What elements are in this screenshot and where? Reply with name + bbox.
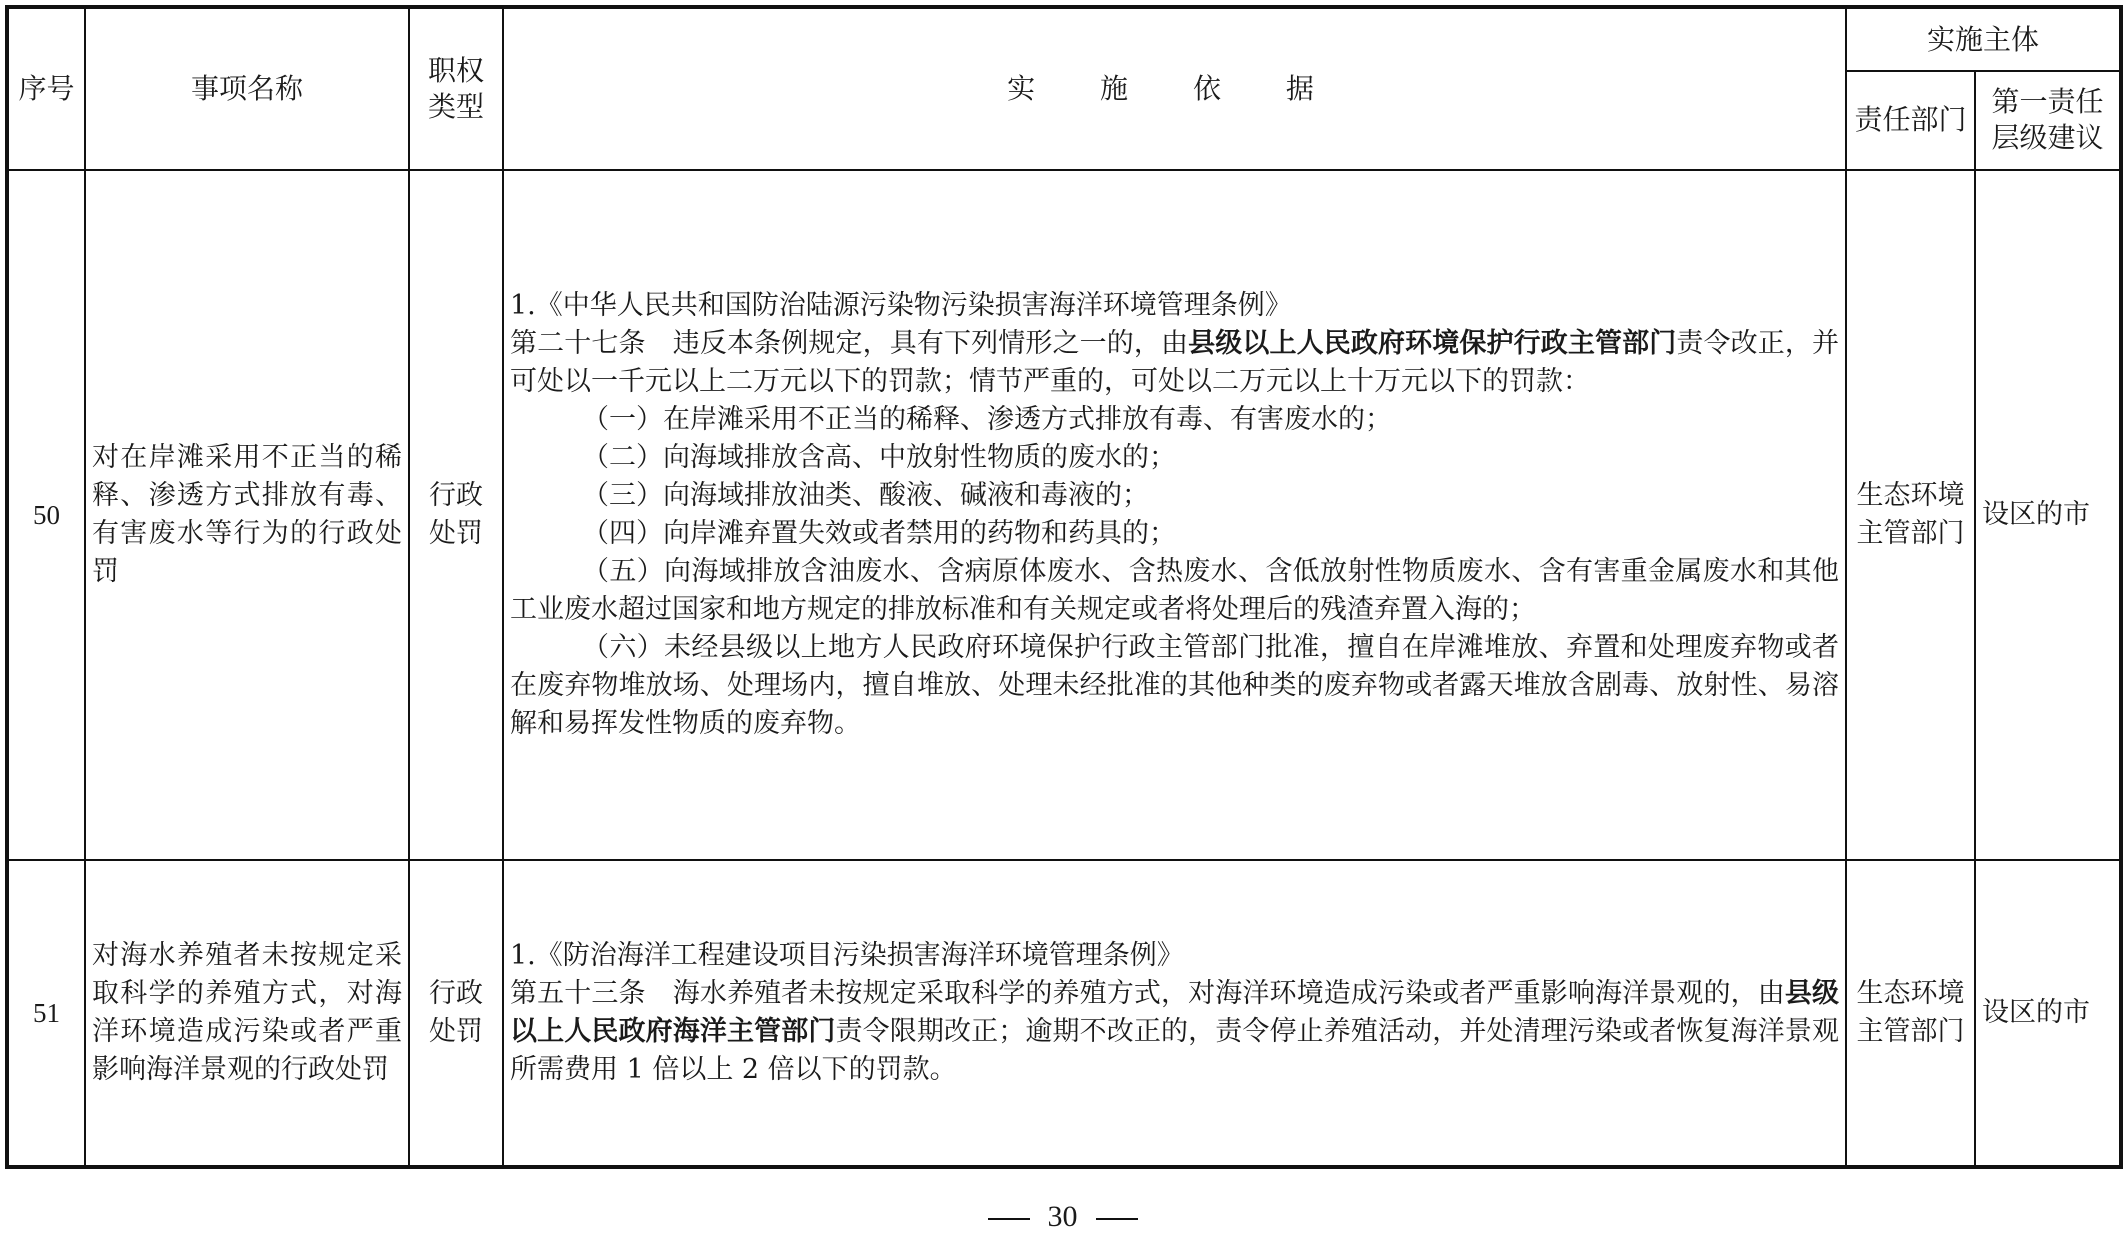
authority-table: [5, 5, 2123, 1169]
authority-type-line1: 行政: [429, 479, 483, 511]
row-number: 51: [7, 860, 85, 1167]
basis-cell: [503, 860, 1846, 1167]
basis-article-post: 责令改正，并可处以一千元以上二万元以下的罚款；情节严重的，可处以二万元以上十万元以下的罚款：: [510, 327, 1839, 397]
header-type-line2: 类型: [427, 89, 484, 123]
basis-item: （六）未经县级以上地方人民政府环境保护行政主管部门批准，擅自在岸滩堆放、弃置和处理废弃物或者在废弃物堆放场、处理场内，擅自堆放、处理未经批准的其他种类的废弃物或者露天堆放含剧毒、放射性、易溶解和易挥发性物质的废弃物。: [510, 631, 1839, 739]
authority-type-line2: 处罚: [429, 1015, 483, 1047]
basis-item: （四）向岸滩弃置失效或者禁用的药物和药具的；: [582, 517, 1176, 549]
basis-item: （三）向海域排放油类、酸液、碱液和毒液的；: [582, 479, 1149, 511]
table-row: [7, 170, 2121, 860]
basis-article-bold: 县级以上人民政府环境保护行政主管部门: [1188, 327, 1677, 359]
responsible-dept-line1: 生态环境: [1856, 479, 1965, 511]
item-name: 对海水养殖者未按规定采取科学的养殖方式，对海洋环境造成污染或者严重影响海洋景观的行政处罚: [85, 860, 409, 1167]
responsibility-level: 设区的市: [1975, 860, 2121, 1167]
item-name: 对在岸滩采用不正当的稀释、渗透方式排放有毒、有害废水等行为的行政处罚: [85, 170, 409, 860]
header-basis: [503, 7, 1846, 170]
table-row: [7, 860, 2121, 1167]
basis-article: [510, 975, 1839, 1089]
responsibility-level: 设区的市: [1975, 170, 2121, 860]
footer-dash-left: [988, 1218, 1030, 1220]
responsible-dept-line2: 主管部门: [1856, 517, 1965, 549]
basis-article: [510, 325, 1839, 401]
basis-article-post: 责令限期改正；逾期不改正的，责令停止养殖活动，并处清理污染或者恢复海洋景观所需费用 1 倍以上 2 倍以下的罚款。: [510, 1015, 1839, 1085]
header-type: [409, 7, 503, 170]
basis-article-pre: 第五十三条 海水养殖者未按规定采取科学的养殖方式，对海洋环境造成污染或者严重影响海洋景观的，由: [510, 977, 1785, 1009]
basis-law: 1.《中华人民共和国防治陆源污染物污染损害海洋环境管理条例》: [510, 289, 1292, 321]
header-no: 序号: [7, 7, 85, 170]
responsible-dept: [1846, 170, 1975, 860]
responsible-dept-line1: 生态环境: [1856, 977, 1965, 1009]
authority-type-line1: 行政: [429, 977, 483, 1009]
responsible-dept: [1846, 860, 1975, 1167]
basis-cell: [503, 170, 1846, 860]
header-dept: 责任部门: [1846, 71, 1975, 169]
basis-law: 1.《防治海洋工程建设项目污染损害海洋环境管理条例》: [510, 939, 1184, 971]
header-level-line1: 第一责任: [1991, 85, 2104, 119]
header-type-line1: 职权: [427, 53, 484, 87]
authority-type: [409, 860, 503, 1167]
basis-item: （二）向海域排放含高、中放射性物质的废水的；: [582, 441, 1176, 473]
header-level: [1975, 71, 2121, 169]
authority-type: [409, 170, 503, 860]
basis-item: （一）在岸滩采用不正当的稀释、渗透方式排放有毒、有害废水的；: [582, 403, 1392, 435]
basis-item: （五）向海域排放含油废水、含病原体废水、含热废水、含低放射性物质废水、含有害重金属废水和其他工业废水超过国家和地方规定的排放标准和有关规定或者将处理后的残渣弃置入海的；: [510, 555, 1839, 625]
page-footer: [0, 1200, 2125, 1234]
basis-article-pre: 第二十七条 违反本条例规定，具有下列情形之一的，由: [510, 327, 1189, 359]
footer-dash-right: [1096, 1218, 1138, 1220]
page-number: 30: [1047, 1200, 1078, 1233]
header-level-line2: 层级建议: [1991, 121, 2104, 155]
header-name: 事项名称: [85, 7, 409, 170]
row-number: 50: [7, 170, 85, 860]
header-subject: 实施主体: [1846, 7, 2121, 71]
authority-type-line2: 处罚: [429, 517, 483, 549]
responsible-dept-line2: 主管部门: [1856, 1015, 1965, 1047]
basis-article-bold: 县级以上人民政府海洋主管部门: [510, 977, 1839, 1047]
header-basis-label: 实 施 依 据: [1007, 71, 1342, 105]
